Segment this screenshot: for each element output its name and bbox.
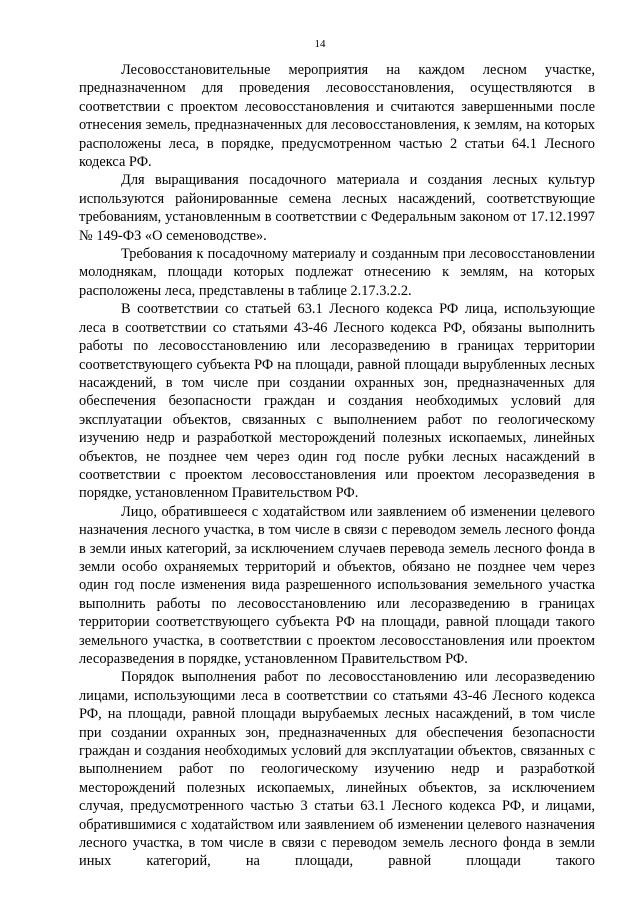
paragraph-article-63-1-obligations: В соответствии со статьей 63.1 Лесного кодекса РФ лица, использующие леса в соответствии со статьями 43-46 Лесного кодекса РФ, обязаны выполнить работы по лесовосстановлению или лесоразведению в границах территории соответствующего субъекта РФ на площади, равной площади вырубленных лесных насаждений, в том числе при создании охранных зон, предназначенных для обеспечения безопасности граждан и создания необходимых условий для эксплуатации объектов, связанных с выполнением работ по геологическому изучению недр и разработкой месторождений полезных ископаемых, линейных объектов, не позднее чем через один год после рубки лесных насаждений в соответствии с проектом лесовосстановления или проектом лесоразведения в порядке, установленном Правительством РФ. — [79, 301, 595, 502]
paragraph-work-procedure: Порядок выполнения работ по лесовосстановлению или лесоразведению лицами, использующими леса в соответствии со статьями 43-46 Лесного кодекса РФ, на площади, равной площади вырубаемых лесных насаждений, в том числе при создании охранных зон, предназначенных для обеспечения безопасности граждан и создания необходимых условий для эксплуатации объектов, связанных с выполнением работ по геологическому изучению недр и разработкой месторождений полезных ископаемых, линейных объектов, за исключением случая, предусмотренного частью 3 статьи 63.1 Лесного кодекса РФ, и лицами, обратившимися с ходатайством или заявлением об изменении целевого назначения лесного участка, в том числе в связи с переводом земель лесного фонда в земли иных категорий, на площади, равной площади такого — [79, 669, 595, 870]
paragraph-seed-requirements: Для выращивания посадочного материала и создания лесных культур используются районированные семена лесных насаждений, соответствующие требованиям, установленным в соответствии с Федеральным законом от 17.12.1997 № 149-ФЗ «О семеноводстве». — [79, 172, 595, 244]
paragraph-forest-restoration-measures: Лесовосстановительные мероприятия на каждом лесном участке, предназначенном для проведения лесовосстановления, осуществляются в соответствии с проектом лесовосстановления и считаются завершенными после отнесения земель, предназначенных для лесовосстановления, к землям, на которых расположены леса, в порядке, предусмотренном частью 2 статьи 64.1 Лесного кодекса РФ. — [79, 62, 595, 171]
paragraph-land-purpose-change: Лицо, обратившееся с ходатайством или заявлением об изменении целевого назначения лесного участка, в том числе в связи с переводом земель лесного фонда в земли иных категорий, за исключением случаев перевода земель лесного фонда в земли особо охраняемых территорий и объектов, обязано не позднее чем через один год после изменения вида разрешенного использования земельного участка выполнить работы по лесовосстановлению или лесоразведению в границах территории соответствующего субъекта РФ на площади, равной площади такого земельного участка, в соответствии с проектом лесовосстановления или проектом лесоразведения в порядке, установленном Правительством РФ. — [79, 503, 595, 667]
paragraph-planting-material-requirements: Требования к посадочному материалу и созданным при лесовосстановлении молоднякам, площади которых подлежат отнесению к землям, на которых расположены леса, представлены в таблице 2.17.3.2.2. — [79, 246, 595, 299]
document-body — [79, 61, 595, 871]
page-number: 14 — [314, 38, 326, 50]
